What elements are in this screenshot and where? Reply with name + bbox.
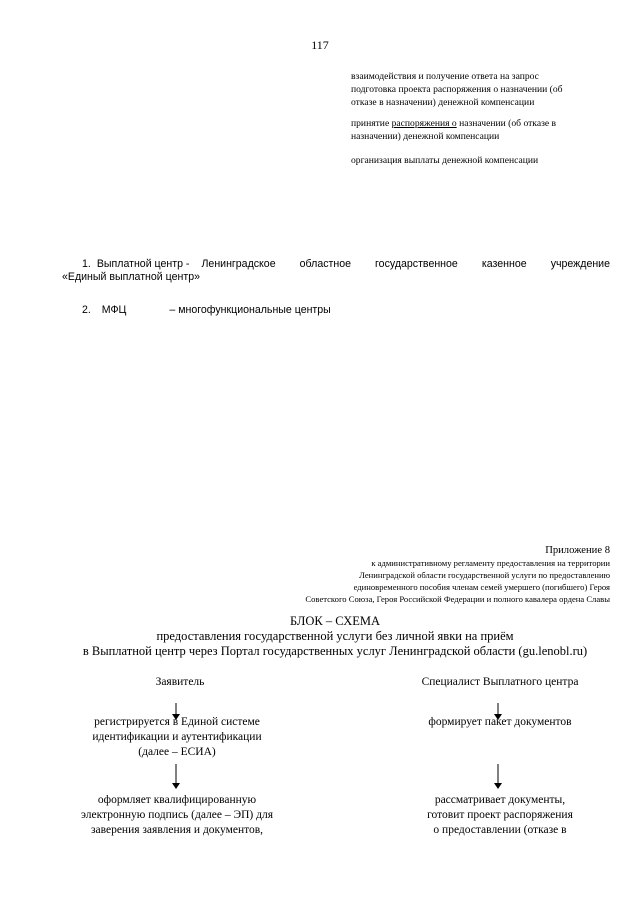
stage-line: назначении) денежной компенсации bbox=[351, 131, 500, 142]
node-line: (далее – ЕСИА) bbox=[138, 746, 216, 758]
stage-block-1 bbox=[351, 70, 609, 109]
node-line: идентификации и аутентификации bbox=[92, 731, 262, 743]
definition-number: 1. bbox=[82, 258, 91, 270]
definition-2 bbox=[82, 304, 331, 316]
scheme-heading bbox=[40, 614, 630, 659]
right-column-title: Специалист Выплатного центра bbox=[421, 676, 579, 688]
scheme-subtitle-line: предоставления государственной услуги без личной явки на приём bbox=[156, 629, 514, 643]
stage-line: подготовка проекта распоряжения о назначении (об bbox=[351, 84, 563, 95]
definition-term: Выплатной центр - bbox=[96, 258, 190, 270]
definition-text: – многофункциональные центры bbox=[169, 304, 331, 316]
scheme-subtitle-line: в Выплатной центр через Портал государственных услуг Ленинградской области (gu.lenobl.ru) bbox=[82, 644, 588, 658]
node-line: рассматривает документы, bbox=[434, 794, 566, 806]
node-line: заверения заявления и документов, bbox=[90, 824, 264, 836]
stage-line: взаимодействия и получение ответа на запрос bbox=[351, 71, 539, 82]
stage-line: отказе в назначении) денежной компенсации bbox=[351, 97, 535, 108]
stage-underlined-text: распоряжения о bbox=[391, 118, 457, 129]
appendix-title: Приложение 8 bbox=[545, 545, 610, 556]
appendix-line: единовременного пособия членам семей умершего (погибшего) Героя bbox=[353, 582, 610, 592]
stage-block-3 bbox=[351, 154, 609, 167]
node-line: регистрируется в Единой системе bbox=[94, 716, 260, 728]
left-step-1 bbox=[62, 715, 292, 760]
scheme-title: БЛОК – СХЕМА bbox=[289, 614, 381, 628]
stage-line: организация выплаты денежной компенсации bbox=[351, 155, 539, 166]
appendix-line: Ленинградской области государственной услуги по предоставлению bbox=[359, 570, 610, 580]
stage-block-2 bbox=[351, 117, 609, 143]
definition-term: МФЦ bbox=[101, 304, 127, 316]
definition-1 bbox=[62, 258, 610, 283]
node-line: о предоставлении (отказе в bbox=[433, 824, 567, 836]
definition-1-line1 bbox=[62, 258, 610, 270]
definition-1-line2: «Единый выплатной центр» bbox=[62, 271, 200, 283]
stage-text: принятие bbox=[351, 118, 392, 129]
node-line: формирует пакет документов bbox=[428, 716, 572, 728]
right-step-2 bbox=[390, 793, 610, 838]
node-line: готовит проект распоряжения bbox=[427, 809, 573, 821]
node-line: электронную подпись (далее – ЭП) для bbox=[81, 809, 273, 821]
left-step-2 bbox=[52, 793, 302, 838]
page-number: 117 bbox=[311, 38, 329, 52]
definition-text: Ленинградское областное государственное казенное учреждение bbox=[201, 258, 610, 270]
stage-line bbox=[351, 117, 609, 130]
right-step-1 bbox=[400, 715, 600, 730]
node-line: оформляет квалифицированную bbox=[97, 794, 257, 806]
appendix-line: Советского Союза, Героя Российской Федерации и полного кавалера ордена Славы bbox=[305, 594, 610, 604]
appendix-line: к административному регламенту предоставления на территории bbox=[371, 558, 610, 568]
appendix-header bbox=[250, 545, 610, 605]
stage-text: назначении (об отказе в bbox=[456, 118, 557, 129]
definition-number: 2. bbox=[82, 304, 91, 316]
arrow-down-icon bbox=[171, 764, 181, 790]
arrow-down-icon bbox=[493, 764, 503, 790]
left-column-title: Заявитель bbox=[155, 676, 205, 688]
